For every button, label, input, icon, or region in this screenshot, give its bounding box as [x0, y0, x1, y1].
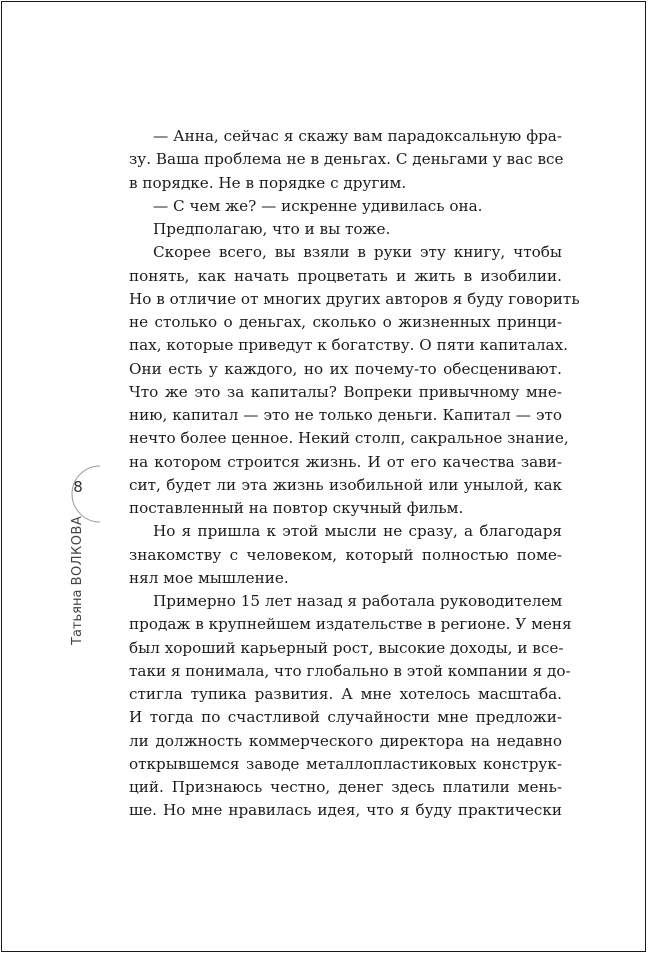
text-line: открывшемся заводе металлопластиковых конструк-: [129, 754, 562, 773]
text-line: ций. Признаюсь честно, денег здесь платили мень-: [129, 778, 562, 796]
text-line: в порядке. Не в порядке с другим.: [129, 173, 407, 192]
text-line: зу. Ваша проблема не в деньгах. С деньгами у вас все: [129, 150, 564, 169]
text-line: на котором строится жизнь. И от его качества зави-: [129, 452, 562, 471]
text-line: И тогда по счастливой случайности мне предложи-: [129, 708, 562, 727]
text-line: Но я пришла к этой мысли не сразу, а благодаря: [153, 522, 562, 541]
text-line: стигла тупика развития. А мне хотелось масштаба.: [129, 685, 562, 703]
text-line: Они есть у каждого, но их почему-то обесценивают.: [129, 359, 562, 378]
text-line: сит, будет ли эта жизнь изобильной или унылой, как: [129, 475, 562, 494]
text-line: ше. Но мне нравилась идея, что я буду практически: [129, 801, 562, 820]
page-number: 8: [73, 478, 83, 496]
text-line: знакомству с человеком, который полностью поме-: [129, 545, 562, 564]
author-last-name: ВОЛКОВА: [70, 515, 85, 586]
text-line: таки я понимала, что глобально в этой компании я до-: [129, 661, 571, 680]
author-first-name: Татьяна: [70, 589, 85, 645]
text-line: не столько о деньгах, сколько о жизненных принци-: [129, 313, 562, 331]
text-line: поставленный на повтор скучный фильм.: [129, 499, 464, 517]
running-header-author: [70, 516, 85, 645]
text-line: нял мое мышление.: [129, 568, 289, 587]
text-line: нечто более ценное. Некий столп, сакральное знание,: [129, 429, 569, 448]
text-line: Примерно 15 лет назад я работала руководителем: [153, 592, 563, 610]
text-line: продаж в крупнейшем издательстве в регионе. У меня: [129, 615, 572, 634]
text-line: Что же это за капиталы? Вопреки привычному мне-: [129, 382, 562, 401]
text-line: нию, капитал — это не только деньги. Капитал — это: [129, 406, 562, 424]
text-line: ли должность коммерческого директора на недавно: [129, 731, 562, 750]
text-line: Скорее всего, вы взяли в руки эту книгу, чтобы: [153, 243, 562, 262]
body-text: [129, 125, 580, 823]
text-line: — Анна, сейчас я скажу вам парадоксальную фра-: [153, 127, 562, 145]
text-line: Но в отличие от многих других авторов я буду говорить: [129, 289, 580, 308]
text-line: понять, как начать процветать и жить в изобилии.: [129, 266, 562, 285]
text-line: пах, которые приведут к богатству. О пяти капиталах.: [129, 336, 568, 355]
text-line: Предполагаю, что и вы тоже.: [153, 220, 391, 238]
book-page: [1, 1, 646, 952]
text-line: был хороший карьерный рост, высокие доходы, и все-: [129, 638, 564, 657]
text-line: — С чем же? — искренне удивилась она.: [153, 196, 483, 215]
